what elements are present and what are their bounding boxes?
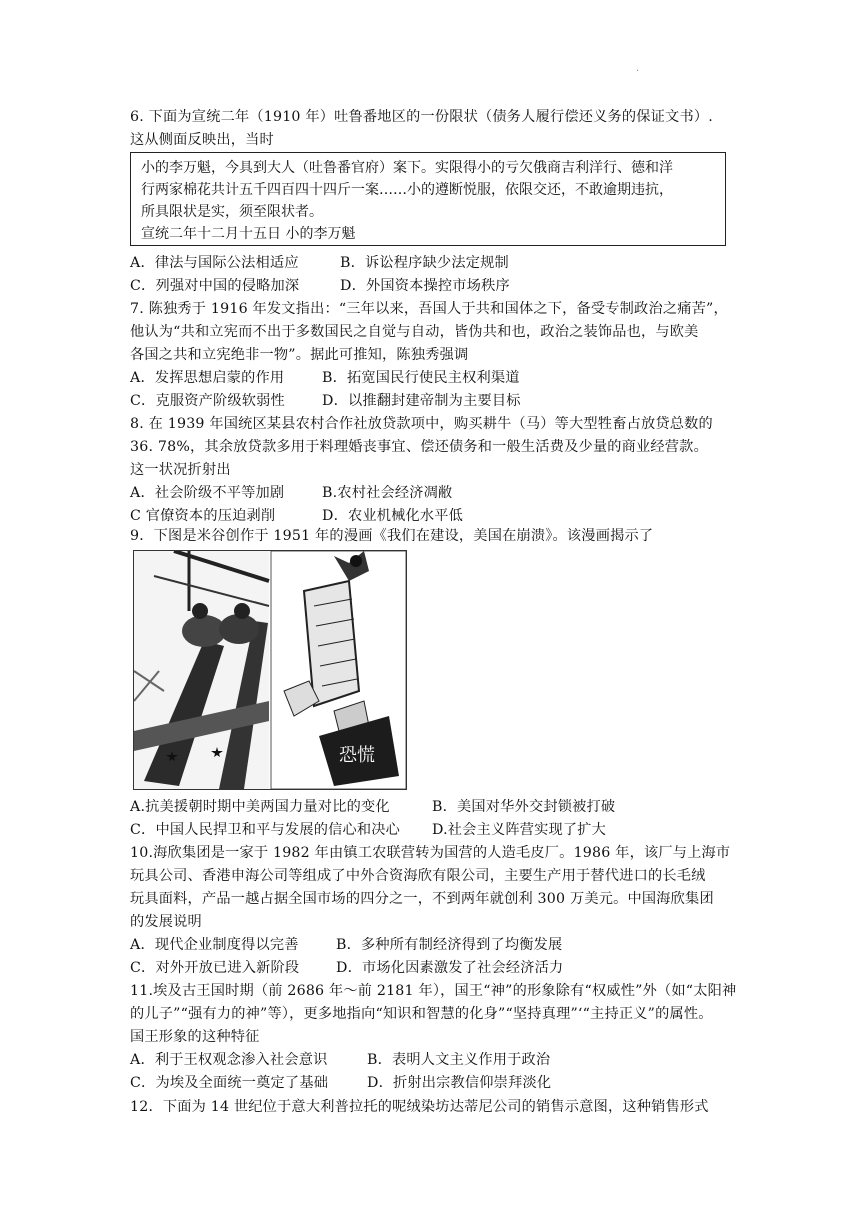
- construction-panel: [134, 551, 269, 789]
- quote-line: 宣统二年十二月十五日 小的李万魁: [141, 226, 356, 242]
- option-a[interactable]: A.抗美援朝时期中美两国力量对比的变化: [130, 799, 390, 815]
- question-10: [130, 842, 735, 980]
- question-6-quote-box: [130, 152, 726, 246]
- option-b[interactable]: B．拓宽国民行使民主权利渠道: [322, 370, 520, 386]
- cartoon-illustration: [134, 551, 406, 789]
- collapse-panel: [271, 551, 406, 789]
- question-6-options: [130, 252, 735, 298]
- header-mark: ·: [636, 66, 640, 77]
- question-9-stem-line: 9．下图是米谷创作于 1951 年的漫画《我们在建设，美国在崩溃》。该漫画揭示了: [130, 528, 654, 544]
- option-c[interactable]: C．为埃及全面统一奠定了基础: [130, 1075, 329, 1091]
- question-6: [130, 106, 735, 152]
- question-8-stem-line: 这一状况折射出: [130, 462, 231, 478]
- question-10-stem-line: 10.海欣集团是一家于 1982 年由镇工农联营转为国营的人造毛皮厂。1986 年，该厂与上海市: [130, 845, 731, 861]
- option-d[interactable]: D．市场化因素激发了社会经济活力: [336, 960, 564, 976]
- option-a[interactable]: A．现代企业制度得以完善: [130, 937, 299, 953]
- question-9: [130, 525, 735, 548]
- option-d[interactable]: D.社会主义阵营实现了扩大: [432, 822, 607, 838]
- question-10-stem-line: 玩具公司、香港申海公司等组成了中外合资海欣有限公司，主要生产用于替代进口的长毛绒: [130, 868, 706, 884]
- option-d[interactable]: D．外国资本操控市场秩序: [340, 278, 510, 294]
- question-9-options: [130, 796, 735, 842]
- option-a[interactable]: A．社会阶级不平等加剧: [130, 485, 285, 501]
- question-10-stem-line: 的发展说明: [130, 914, 202, 930]
- option-c[interactable]: C．对外开放已进入新阶段: [130, 960, 300, 976]
- question-7-stem-line: 各国之共和立宪绝非一物”。据此可推知，陈独秀强调: [130, 347, 469, 363]
- option-c[interactable]: C．克服资产阶级软弱性: [130, 393, 285, 409]
- question-6-stem-line: 这从侧面反映出，当时: [130, 132, 274, 148]
- option-b[interactable]: B．美国对华外交封锁被打破: [432, 799, 616, 815]
- question-10-stem-line: 玩具面料，产品一越占据全国市场的四分之一，不到两年就创利 300 万美元。中国海欣集团: [130, 891, 714, 907]
- option-c[interactable]: C．列强对中国的侵略加深: [130, 278, 300, 294]
- question-11-stem-line: 11.埃及古王国时期（前 2686 年～前 2181 年），国王“神”的形象除有“权威性”外（如“太阳神: [130, 983, 737, 999]
- question-11-stem-line: 的儿子”“强有力的神”等），更多地指向“知识和智慧的化身”“坚持真理”‘“主持正义”的属性。: [130, 1006, 713, 1022]
- option-a[interactable]: A．利于王权观念渗入社会意识: [130, 1052, 328, 1068]
- option-b[interactable]: B．诉讼程序缺少法定规制: [340, 255, 509, 271]
- cartoon-image: [133, 550, 407, 790]
- question-7-stem-line: 7. 陈独秀于 1916 年发文指出：“三年以来，吾国人于共和国体之下，备受专制政治之痛苦”，: [130, 301, 728, 317]
- question-8: [130, 413, 735, 528]
- cartoon-caption: 恐慌: [339, 745, 375, 766]
- option-b[interactable]: B．表明人文主义作用于政治: [367, 1052, 551, 1068]
- option-b[interactable]: B．多种所有制经济得到了均衡发展: [336, 937, 563, 953]
- question-11-stem-line: 国王形象的这种特征: [130, 1029, 260, 1045]
- question-11: [130, 980, 735, 1095]
- option-a[interactable]: A．发挥思想启蒙的作用: [130, 370, 285, 386]
- question-7-stem-line: 他认为“共和立宪而不出于多数国民之自觉与自动，皆伪共和也，政治之装饰品也，与欧美: [130, 324, 699, 340]
- option-c[interactable]: C．中国人民捍卫和平与发展的信心和决心: [130, 822, 401, 838]
- option-a[interactable]: A．律法与国际公法相适应: [130, 255, 299, 271]
- option-d[interactable]: D．以推翻封建帝制为主要目标: [322, 393, 521, 409]
- question-12: [130, 1096, 735, 1119]
- quote-line: 所具限状是实，须至限状者。: [141, 204, 323, 220]
- option-d[interactable]: D．农业机械化水平低: [322, 508, 464, 524]
- question-6-stem-line: 6. 下面为宣统二年（1910 年）吐鲁番地区的一份限状（债务人履行偿还义务的保证文书）.: [130, 109, 713, 125]
- question-8-stem-line: 8. 在 1939 年国统区某县农村合作社放贷款项中，购买耕牛（马）等大型牲畜占放贷总数的: [130, 416, 713, 432]
- question-7: [130, 298, 735, 413]
- question-12-stem-line: 12．下面为 14 世纪位于意大利普拉托的呢绒染坊达蒂尼公司的销售示意图，这种销售形式: [130, 1099, 709, 1115]
- quote-line: 小的李万魁，今具到大人（吐鲁番官府）案下。实限得小的亏欠俄商吉利洋行、德和洋: [141, 160, 673, 176]
- option-b[interactable]: B.农村社会经济凋敝: [322, 485, 453, 501]
- option-d[interactable]: D．折射出宗教信仰崇拜淡化: [367, 1075, 552, 1091]
- quote-line: 行两家棉花共计五千四百四十四斤一案……小的遵断悦服，依限交还，不敢逾期违抗，: [141, 182, 673, 198]
- option-c[interactable]: C 官僚资本的压迫剥削: [130, 508, 276, 524]
- question-8-stem-line: 36. 78%，其余放贷款多用于料理婚丧事宜、偿还债务和一般生活费及少量的商业经营款。: [130, 439, 708, 455]
